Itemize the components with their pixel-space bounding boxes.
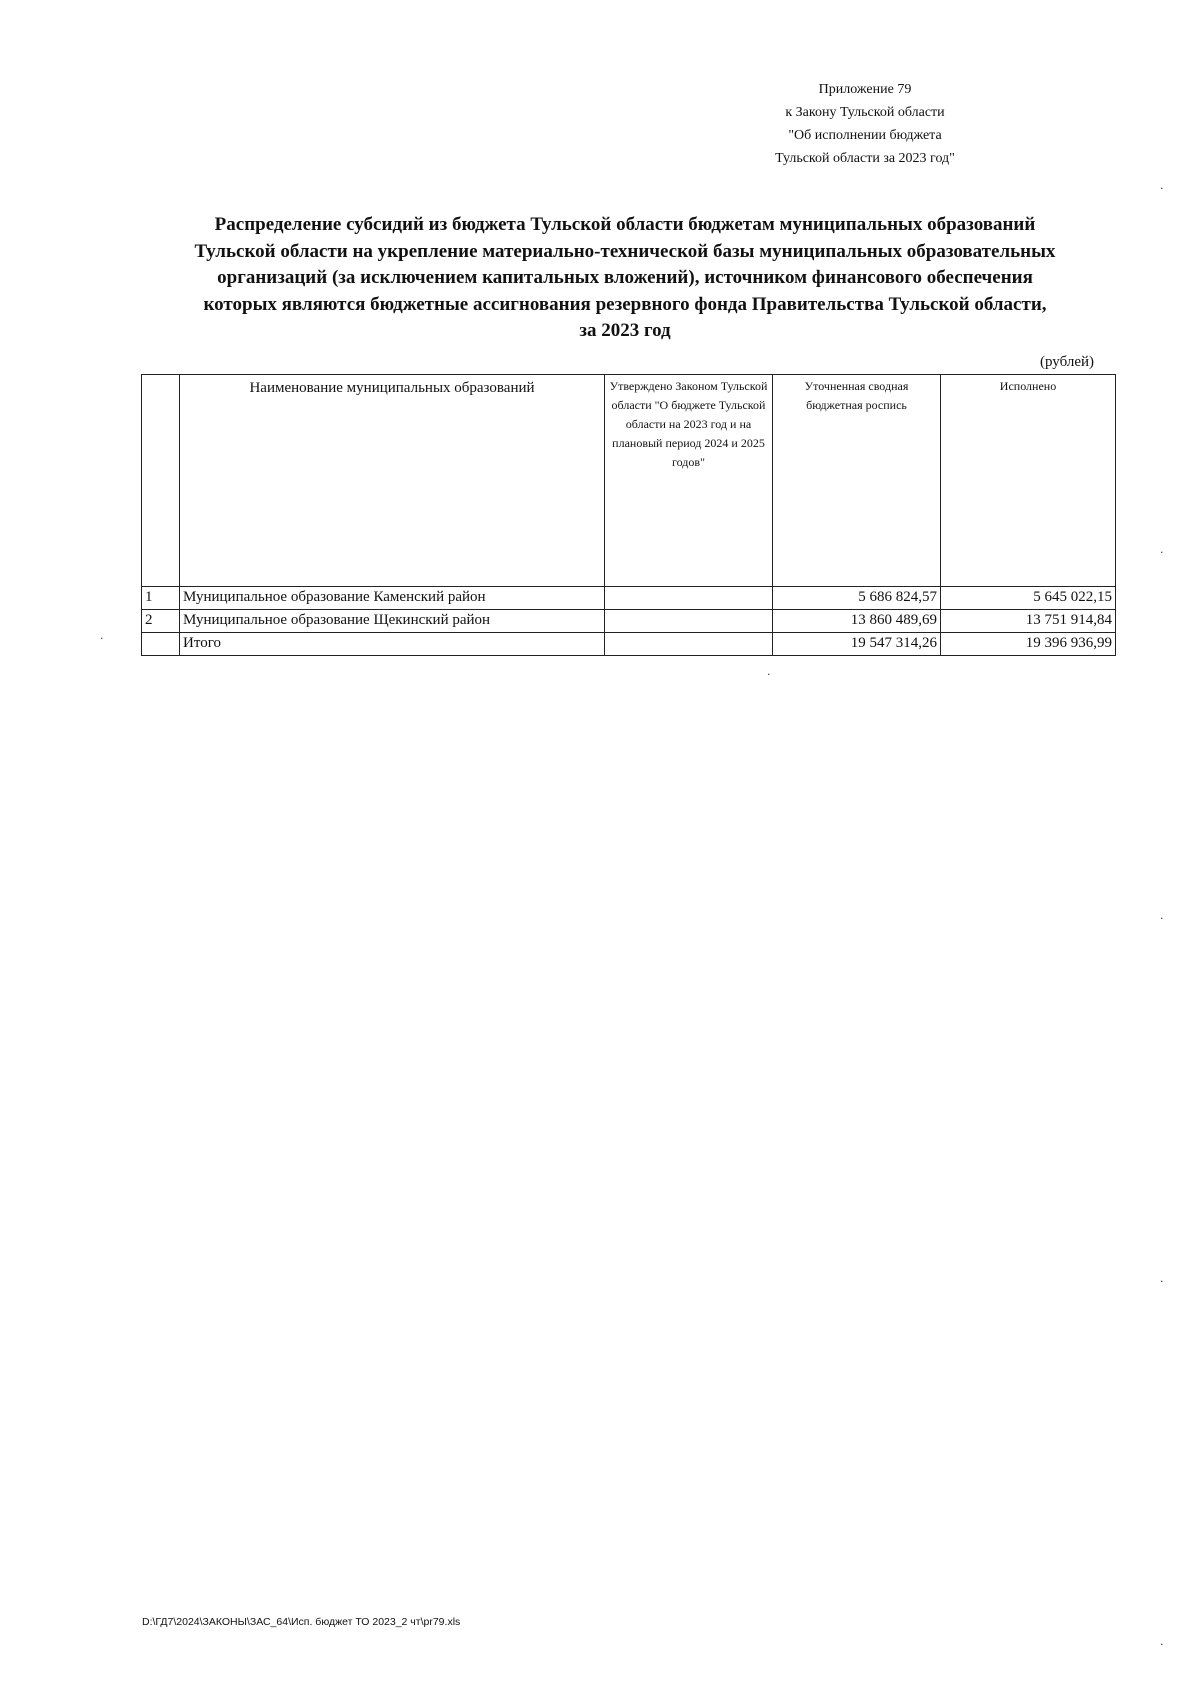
- cell-refined: 5 686 824,57: [773, 587, 941, 610]
- subsidy-table: [141, 374, 1116, 656]
- table-row: [142, 610, 1116, 633]
- header-approved: Утверждено Законом Тульской области "О бюджете Тульской области на 2023 год и на плановый период 2024 и 2025 годов": [605, 375, 773, 587]
- table-row: [142, 587, 1116, 610]
- header-executed: Исполнено: [941, 375, 1116, 587]
- header-index: [142, 375, 180, 587]
- annex-line: к Закону Тульской области: [785, 105, 945, 120]
- annex-line: Приложение 79: [818, 82, 912, 97]
- units-label: (рублей): [1040, 354, 1095, 370]
- cell-refined: 13 860 489,69: [773, 610, 941, 633]
- cell-executed: 5 645 022,15: [941, 587, 1116, 610]
- cell-executed: 13 751 914,84: [941, 610, 1116, 633]
- header-name: Наименование муниципальных образований: [180, 375, 605, 587]
- table-header-row: [142, 375, 1116, 587]
- cell-approved: [605, 633, 773, 656]
- cell-name: Муниципальное образование Каменский район: [180, 587, 605, 610]
- table-total-row: [142, 633, 1116, 656]
- title-line: за 2023 год: [579, 320, 671, 341]
- cell-refined: 19 547 314,26: [773, 633, 941, 656]
- annex-line: "Об исполнении бюджета: [788, 128, 942, 143]
- cell-approved: [605, 587, 773, 610]
- document-title: [130, 212, 1120, 345]
- cell-name: Итого: [180, 633, 605, 656]
- header-refined: Уточненная сводная бюджетная роспись: [773, 375, 941, 587]
- cell-index: 1: [142, 587, 180, 610]
- cell-executed: 19 396 936,99: [941, 633, 1116, 656]
- cell-index: 2: [142, 610, 180, 633]
- file-path-footer: D:\ГД7\2024\ЗАКОНЫ\ЗАС_64\Исп. бюджет ТО 2023_2 чт\pr79.xls: [142, 1616, 461, 1628]
- annex-note: [740, 78, 990, 170]
- scan-speck: ·: [1160, 1275, 1164, 1288]
- title-line: Тульской области на укрепление материально-технической базы муниципальных образовательных: [194, 240, 1056, 262]
- cell-name: Муниципальное образование Щекинский район: [180, 610, 605, 633]
- scan-speck: ·: [1160, 912, 1164, 925]
- annex-line: Тульской области за 2023 год": [775, 151, 955, 166]
- title-line: организаций (за исключением капитальных вложений), источником финансового обеспечения: [217, 267, 1033, 288]
- title-line: Распределение субсидий из бюджета Тульской области бюджетам муниципальных образований: [214, 214, 1036, 235]
- scan-speck: ·: [1160, 1638, 1164, 1651]
- scan-speck: ·: [1160, 182, 1164, 195]
- cell-approved: [605, 610, 773, 633]
- scan-speck: ·: [100, 632, 104, 645]
- scan-speck: ·: [1160, 546, 1164, 559]
- scan-speck: ·: [767, 668, 771, 681]
- title-line: которых являются бюджетные ассигнования резервного фонда Правительства Тульской области,: [203, 293, 1047, 315]
- cell-index: [142, 633, 180, 656]
